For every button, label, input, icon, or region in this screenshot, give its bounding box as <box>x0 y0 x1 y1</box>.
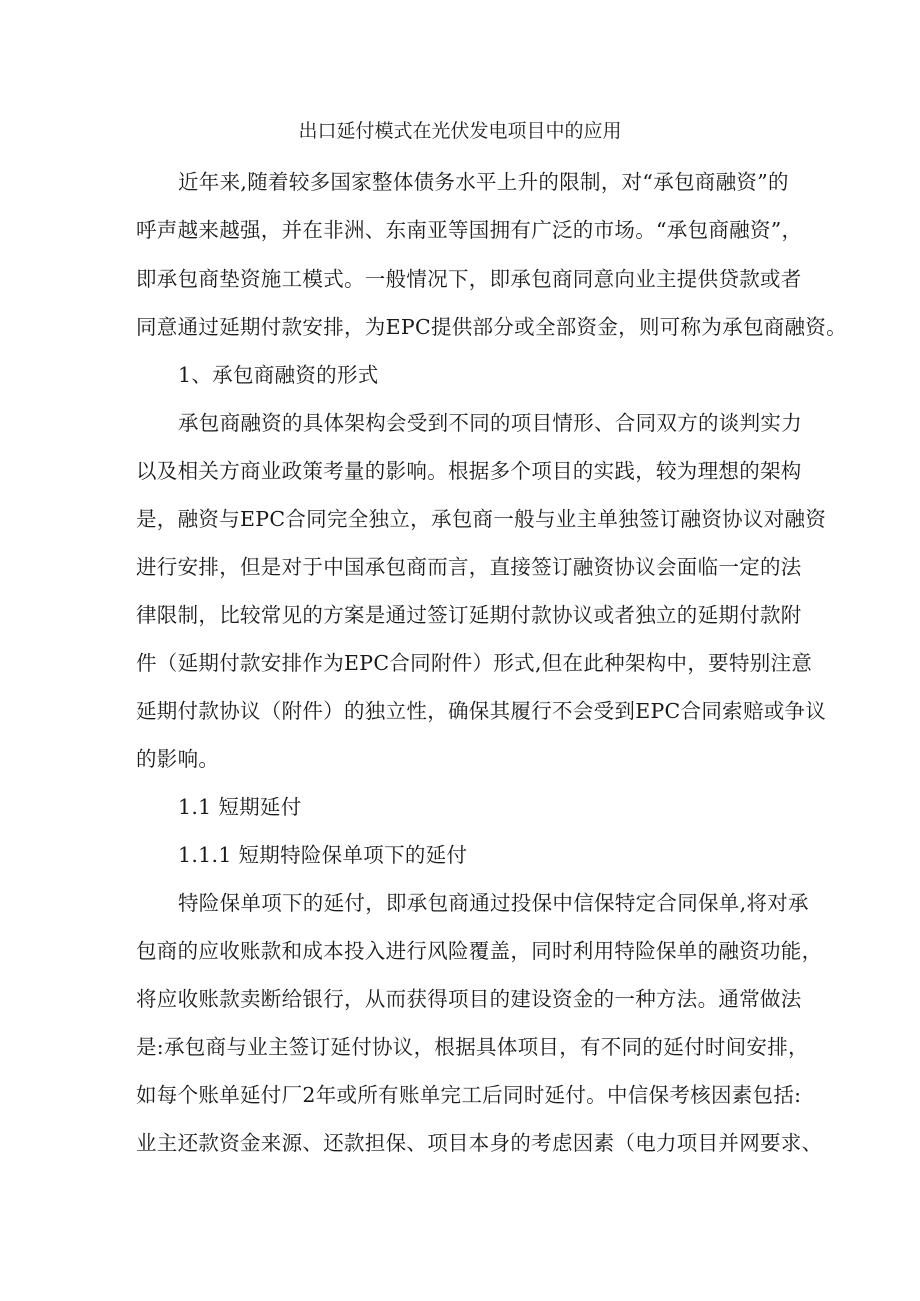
section-1-line-2: 以及相关方商业政策考量的影响。根据多个项目的实践，较为理想的架构 <box>136 459 802 483</box>
intro-line-2: 呼声越来越强，并在非洲、东南亚等国拥有广泛的市场。“承包商融资”， <box>136 218 803 242</box>
intro-line-4: 同意通过延期付款安排，为EPC提供部分或全部资金，则可称为承包商融资。 <box>136 315 847 339</box>
section-heading-1-1: 1.1 短期延付 <box>178 795 302 819</box>
section-1-1-1-line-3: 将应收账款卖断给银行，从而获得项目的建设资金的一种方法。通常做法 <box>136 987 802 1011</box>
section-1-1-1-line-4: 是:承包商与业主签订延付协议，根据具体项目，有不同的延付时间安排， <box>136 1035 809 1059</box>
section-1-1-1-line-2: 包商的应收账款和成本投入进行风险覆盖，同时利用特险保单的融资功能， <box>136 939 823 963</box>
intro-line-3: 即承包商垫资施工模式。一般情况下，即承包商同意向业主提供贷款或者 <box>136 267 802 291</box>
section-1-1-1-line-1: 特险保单项下的延付，即承包商通过投保中信保特定合同保单,将对承 <box>178 891 809 915</box>
document-title: 出口延付模式在光伏发电项目中的应用 <box>298 120 622 142</box>
section-1-line-8: 的影响。 <box>136 747 220 771</box>
section-1-1-1-line-5: 如每个账单延付厂2年或所有账单完工后同时延付。中信保考核因素包括: <box>136 1083 802 1107</box>
section-heading-1-1-1: 1.1.1 短期特险保单项下的延付 <box>178 843 468 867</box>
section-1-line-3: 是，融资与EPC合同完全独立，承包商一般与业主单独签订融资协议对融资 <box>136 507 827 531</box>
section-1-line-5: 律限制，比较常见的方案是通过签订延期付款协议或者独立的延期付款附 <box>136 603 802 627</box>
section-1-line-6: 件（延期付款安排作为EPC合同附件）形式,但在此种架构中，要特别注意 <box>136 651 813 675</box>
section-1-1-1-line-6: 业主还款资金来源、还款担保、项目本身的考虑因素（电力项目并网要求、 <box>136 1131 823 1155</box>
section-1-line-4: 进行安排，但是对于中国承包商而言，直接签订融资协议会面临一定的法 <box>136 555 802 579</box>
intro-line-1: 近年来,随着较多国家整体债务水平上升的限制，对“承包商融资”的 <box>178 170 789 194</box>
section-1-line-7: 延期付款协议（附件）的独立性，确保其履行不会受到EPC合同索赔或争议 <box>136 699 827 723</box>
section-heading-1: 1、承包商融资的形式 <box>178 363 379 387</box>
section-1-line-1: 承包商融资的具体架构会受到不同的项目情形、合同双方的谈判实力 <box>178 411 802 435</box>
